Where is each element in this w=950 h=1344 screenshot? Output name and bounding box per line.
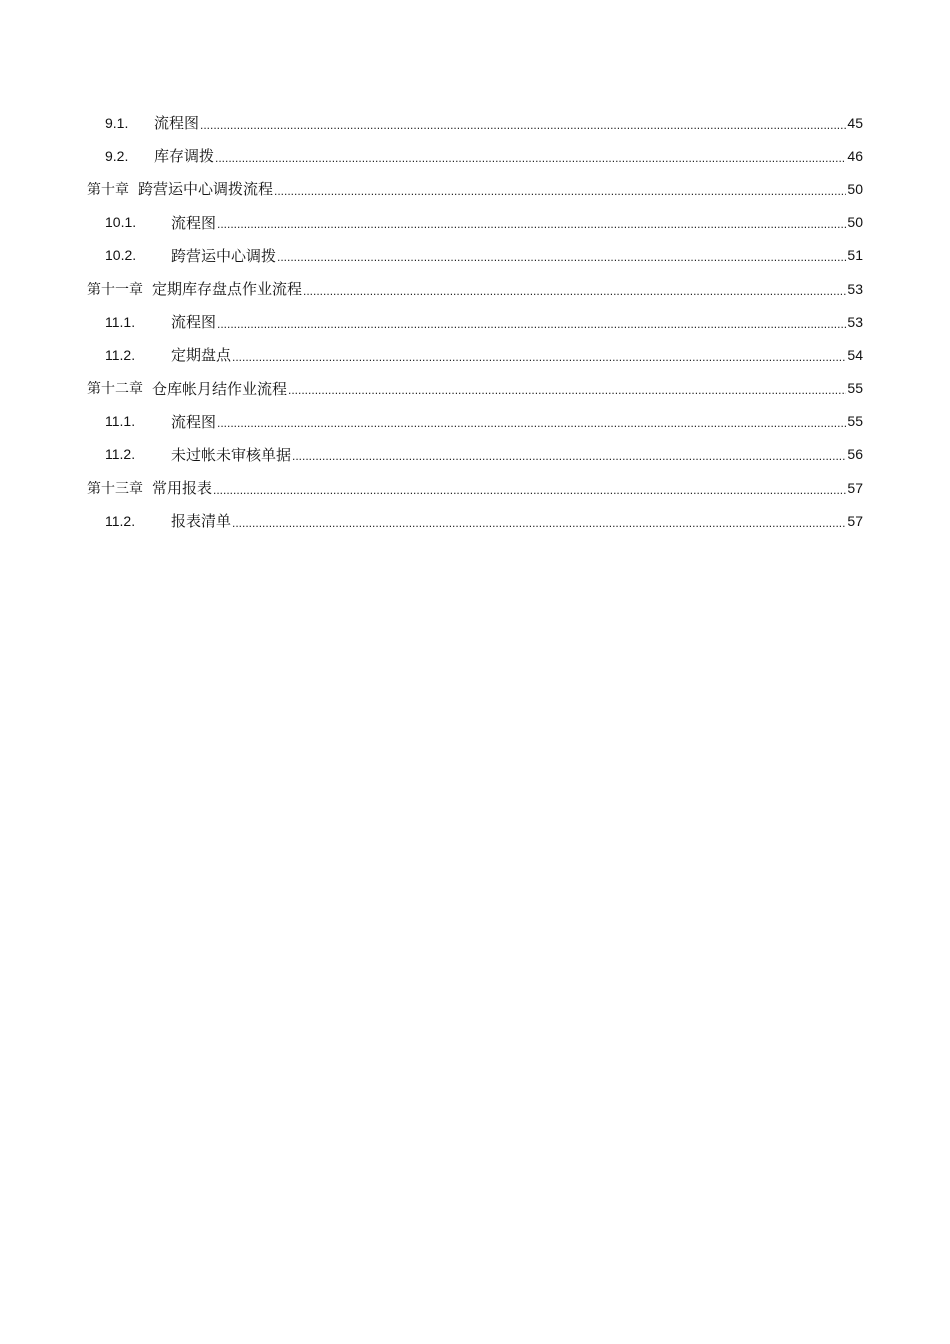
toc-chapter-number: 第十三章 [87, 479, 143, 496]
toc-dot-leader [303, 284, 846, 298]
toc-dot-leader [288, 383, 846, 397]
toc-entry-page: 50 [847, 180, 863, 197]
toc-entry-page: 56 [847, 446, 863, 463]
toc-chapter-number: 第十一章 [87, 280, 143, 297]
toc-dot-leader [274, 184, 846, 198]
toc-dot-leader [232, 516, 846, 530]
toc-entry-number: 11.2. [105, 346, 136, 363]
toc-entry[interactable] [0, 106, 950, 139]
toc-entry-page: 54 [847, 346, 863, 363]
toc-entry[interactable] [0, 139, 950, 172]
toc-entry-page: 53 [847, 280, 863, 297]
toc-dot-leader [277, 250, 846, 264]
toc-entry-title: 跨营运中心调拨 [171, 246, 277, 265]
toc-chapter-title: 定期库存盘点作业流程 [152, 280, 303, 299]
toc-entry[interactable] [0, 405, 950, 438]
toc-entry-title: 流程图 [171, 213, 217, 232]
toc-chapter-entry[interactable] [0, 172, 950, 205]
toc-entry-number: 9.1. [105, 114, 129, 131]
toc-dot-leader [217, 217, 846, 231]
toc-entry-number: 11.1. [105, 313, 136, 330]
toc-entry-page: 55 [847, 413, 863, 430]
toc-entry[interactable] [0, 438, 950, 471]
toc-chapter-number: 第十二章 [87, 380, 143, 397]
toc-entry[interactable] [0, 239, 950, 272]
toc-chapter-title: 跨营运中心调拨流程 [138, 180, 274, 199]
toc-entry-page: 46 [847, 147, 863, 164]
toc-entry-number: 11.2. [105, 446, 136, 463]
toc-entry-page: 53 [847, 313, 863, 330]
toc-dot-leader [292, 449, 846, 463]
toc-entry-page: 51 [847, 247, 863, 264]
toc-chapter-entry[interactable] [0, 372, 950, 405]
toc-entry-number: 11.2. [105, 512, 136, 529]
toc-dot-leader [217, 416, 846, 430]
toc-chapter-title: 仓库帐月结作业流程 [152, 379, 288, 398]
toc-entry-number: 9.2. [105, 147, 129, 164]
toc-entry-title: 库存调拨 [154, 147, 215, 166]
toc-entry[interactable] [0, 206, 950, 239]
toc-entry-page: 50 [847, 214, 863, 231]
toc-entry-number: 10.1. [105, 214, 137, 231]
toc-entry[interactable] [0, 504, 950, 537]
toc-entry-title: 流程图 [154, 114, 200, 133]
toc-entry-page: 55 [847, 380, 863, 397]
toc-entry-title: 定期盘点 [171, 346, 232, 365]
toc-entry-page: 57 [847, 512, 863, 529]
toc-entry-page: 45 [847, 114, 863, 131]
toc-dot-leader [217, 317, 846, 331]
toc-entry-title: 流程图 [171, 412, 217, 431]
toc-entry-number: 11.1. [105, 413, 136, 430]
toc-chapter-number: 第十章 [87, 180, 129, 197]
toc-entry[interactable] [0, 338, 950, 371]
toc-chapter-entry[interactable] [0, 272, 950, 305]
toc-entry-page: 57 [847, 479, 863, 496]
toc-chapter-title: 常用报表 [152, 479, 213, 498]
toc-dot-leader [232, 350, 846, 364]
toc-entry[interactable] [0, 305, 950, 338]
table-of-contents [0, 106, 950, 537]
toc-dot-leader [200, 118, 846, 132]
toc-entry-number: 10.2. [105, 247, 137, 264]
toc-entry-title: 流程图 [171, 313, 217, 332]
toc-dot-leader [213, 483, 846, 497]
toc-chapter-entry[interactable] [0, 471, 950, 504]
toc-dot-leader [215, 151, 846, 165]
toc-entry-title: 报表清单 [171, 512, 232, 531]
toc-entry-title: 未过帐未审核单据 [171, 445, 292, 464]
